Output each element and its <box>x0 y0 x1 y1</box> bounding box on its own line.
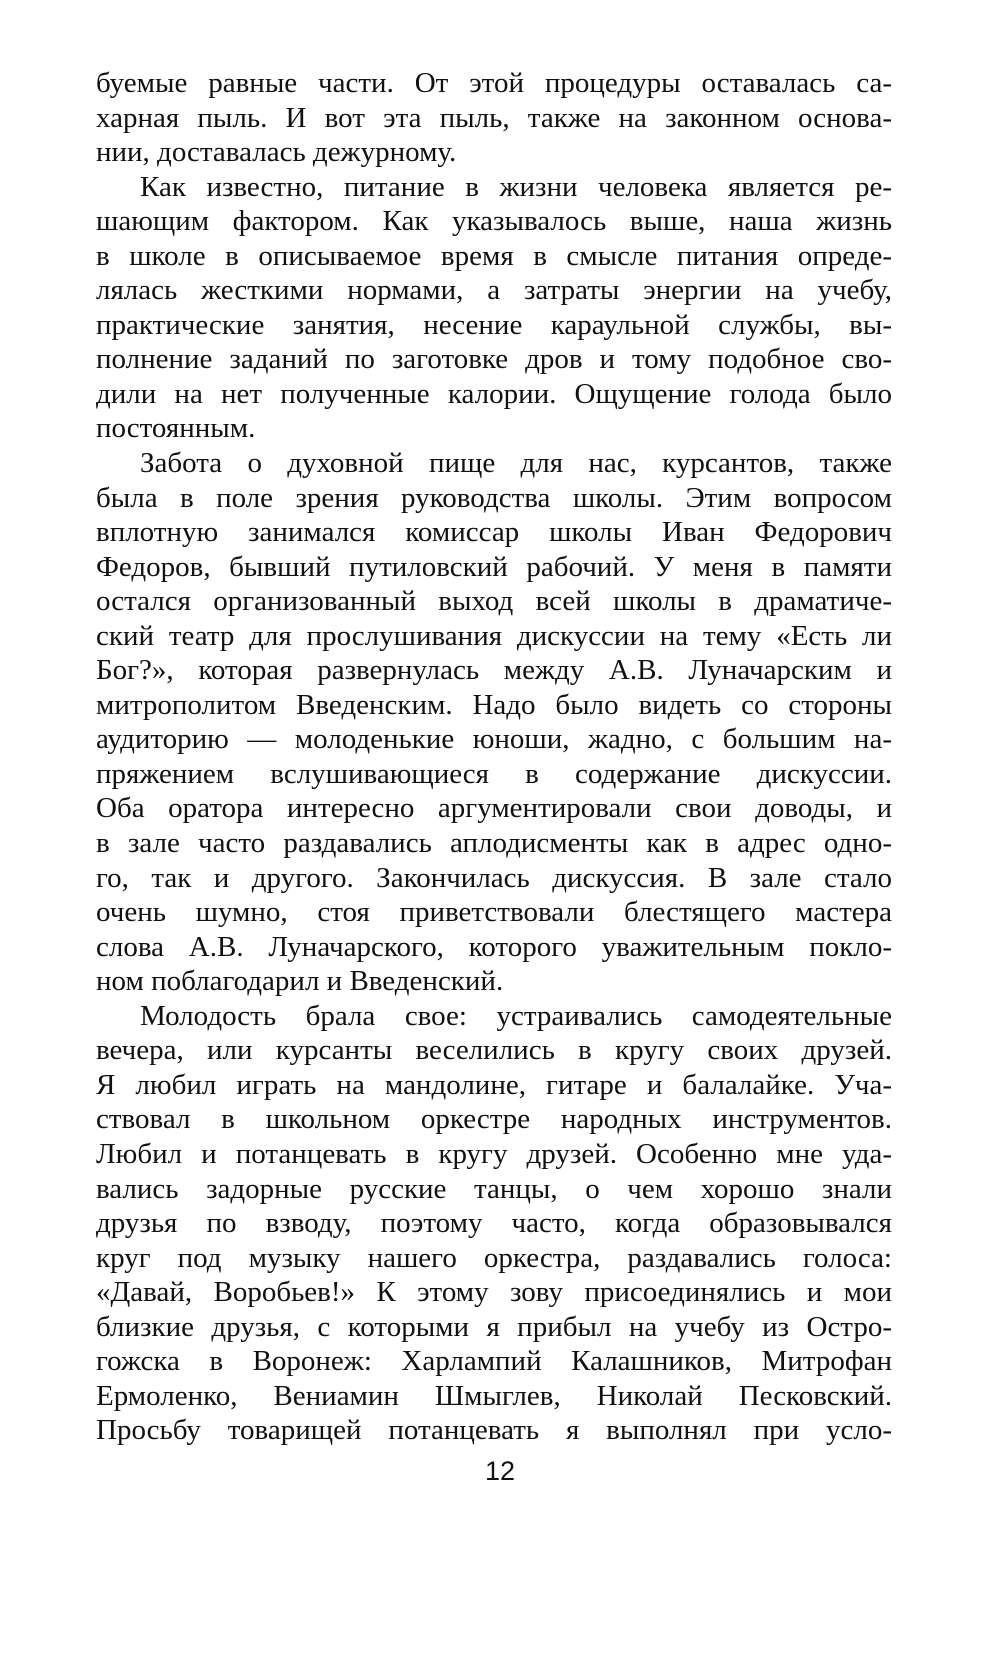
text-line: в школе в описываемое время в смысле питания опреде- <box>96 239 892 272</box>
text-line: буемые равные части. От этой процедуры оставалась са- <box>96 67 892 99</box>
text-line: Любил и потанцевать в кругу друзей. Особенно мне уда- <box>96 1137 892 1170</box>
text-line: шающим фактором. Как указывалось выше, наша жизнь <box>96 205 892 238</box>
text-line: остался организованный выход всей школы в драматиче- <box>96 585 892 618</box>
text-line: лялась жесткими нормами, а затраты энергии на учебу, <box>96 274 892 307</box>
text-line: ский театр для прослушивания дискуссии на тему «Есть ли <box>96 619 892 652</box>
text-line: нии, доставалась дежурному. <box>96 136 457 169</box>
text-line: вечера, или курсанты веселились в кругу своих друзей. <box>96 1034 892 1067</box>
text-line: Молодость брала свое: устраивались самодеятельные <box>140 999 892 1032</box>
text-line: пряжением вслушивающиеся в содержание дискуссии. <box>96 757 892 790</box>
text-line: круг под музыку нашего оркестра, раздавались голоса: <box>96 1241 892 1274</box>
text-line: харная пыль. И вот эта пыль, также на законном основа- <box>96 101 892 134</box>
text-line: Оба оратора интересно аргументировали свои доводы, и <box>96 792 892 825</box>
text-line: дили на нет полученные калории. Ощущение голода было <box>96 377 892 410</box>
text-line: Федоров, бывший путиловский рабочий. У меня в памяти <box>96 550 892 583</box>
text-line: «Давай, Воробьев!» К этому зову присоединялись и мои <box>96 1276 892 1309</box>
body-text <box>96 66 892 1448</box>
text-line: полнение заданий по заготовке дров и тому подобное сво- <box>96 343 892 376</box>
text-line: Как известно, питание в жизни человека является ре- <box>140 170 892 203</box>
text-line: Забота о духовной пище для нас, курсантов, также <box>140 447 892 480</box>
text-line: вплотную занимался комиссар школы Иван Федорович <box>96 516 892 549</box>
text-line: вались задорные русские танцы, о чем хорошо знали <box>96 1172 892 1205</box>
text-line: практические занятия, несение караульной службы, вы- <box>96 308 892 341</box>
text-line: слова А.В. Луначарского, которого уважительным покло- <box>96 930 892 963</box>
text-line: в зале часто раздавались аплодисменты как в адрес одно- <box>96 827 892 860</box>
page-number: 12 <box>484 1456 516 1486</box>
text-line: го, так и другого. Закончилась дискуссия. В зале стало <box>96 861 892 894</box>
text-line: Ермоленко, Вениамин Шмыглев, Николай Песковский. <box>96 1379 892 1412</box>
text-line: Просьбу товарищей потанцевать я выполнял при усло- <box>96 1414 892 1447</box>
text-line: митрополитом Введенским. Надо было видеть со стороны <box>96 688 892 721</box>
text-line: была в поле зрения руководства школы. Этим вопросом <box>96 481 892 514</box>
text-line: аудиторию — молоденькие юноши, жадно, с большим на- <box>96 723 892 756</box>
text-line: близкие друзья, с которыми я прибыл на учебу из Остро- <box>96 1310 892 1343</box>
text-line: гожска в Воронеж: Харлампий Калашников, Митрофан <box>96 1345 892 1378</box>
text-line: друзья по взводу, поэтому часто, когда образовывался <box>96 1207 892 1240</box>
text-line: ствовал в школьном оркестре народных инструментов. <box>96 1103 892 1136</box>
text-line: ном поблагодарил и Введенский. <box>96 965 504 998</box>
text-line: Бог?», которая развернулась между А.В. Луначарским и <box>96 654 892 687</box>
text-line: постоянным. <box>96 412 256 445</box>
text-line: очень шумно, стоя приветствовали блестящего мастера <box>96 896 892 929</box>
text-line: Я любил играть на мандолине, гитаре и балалайке. Уча- <box>96 1068 892 1101</box>
